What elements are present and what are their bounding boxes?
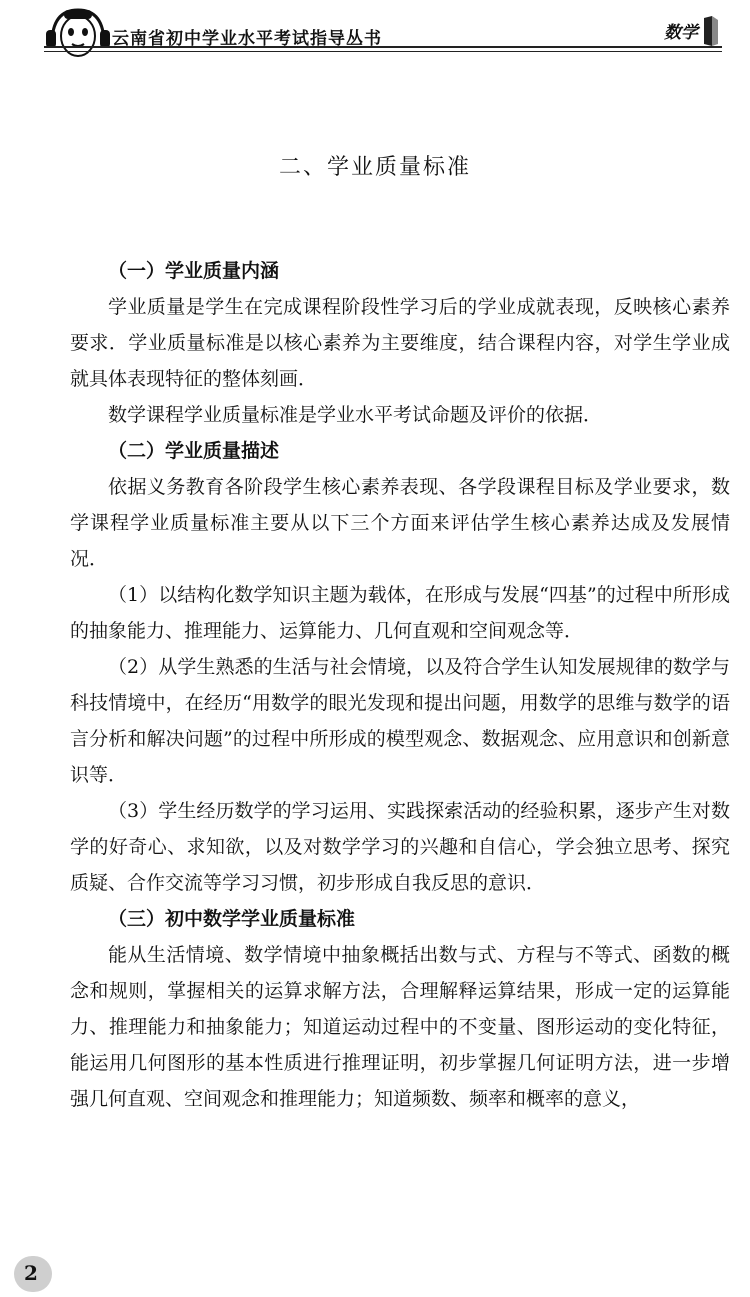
- list-item: （1）以结构化数学知识主题为载体，在形成与发展“四基”的过程中所形成的抽象能力、推理能力、运算能力、几何直观和空间观念等．: [70, 584, 730, 642]
- subsection-heading: （一）学业质量内涵: [108, 260, 280, 282]
- page-number: 2: [24, 1261, 38, 1285]
- subsection-heading: （二）学业质量描述: [108, 440, 280, 462]
- book-tab-icon: [700, 14, 722, 48]
- paragraph: 数学课程学业质量标准是学业水平考试命题及评价的依据．: [108, 404, 603, 426]
- subject-label: 数学: [664, 23, 698, 43]
- section-title: 二、学业质量标准: [278, 155, 471, 180]
- list-item: （3）学生经历数学的学习运用、实践探索活动的经验积累，逐步产生对数学的好奇心、求知欲，以及对数学学习的兴趣和自信心，学会独立思考、探究质疑、合作交流等学习习惯，初步形成自我反思的意识．: [70, 800, 730, 894]
- series-title: 云南省初中学业水平考试指导丛书: [112, 29, 382, 49]
- paragraph: 依据义务教育各阶段学生核心素养表现、各学段课程目标及学业要求，数学课程学业质量标准主要从以下三个方面来评估学生核心素养达成及发展情况．: [70, 476, 730, 570]
- subsection-heading: （三）初中数学学业质量标准: [108, 908, 356, 930]
- body-text: [70, 253, 730, 1117]
- paragraph: 能从生活情境、数学情境中抽象概括出数与式、方程与不等式、函数的概念和规则，掌握相关的运算求解方法，合理解释运算结果，形成一定的运算能力、推理能力和抽象能力；知道运动过程中的不变量、图形运动的变化特征，能运用几何图形的基本性质进行推理证明，初步掌握几何证明方法，进一步增强几何直观、空间观念和推理能力；知道频数、频率和概率的意义，: [70, 944, 730, 1110]
- header-rule: [44, 46, 722, 48]
- page-number-badge: [14, 1256, 52, 1292]
- paragraph: 学业质量是学生在完成课程阶段性学习后的学业成就表现，反映核心素养要求．学业质量标准是以核心素养为主要维度，结合课程内容，对学生学业成就具体表现特征的整体刻画．: [70, 296, 730, 390]
- page-header: [0, 0, 750, 80]
- list-item: （2）从学生熟悉的生活与社会情境，以及符合学生认知发展规律的数学与科技情境中，在经历“用数学的眼光发现和提出问题，用数学的思维与数学的语言分析和解决问题”的过程中所形成的模型观念、数据观念、应用意识和创新意识等．: [70, 656, 730, 786]
- header-rule-thin: [44, 51, 722, 52]
